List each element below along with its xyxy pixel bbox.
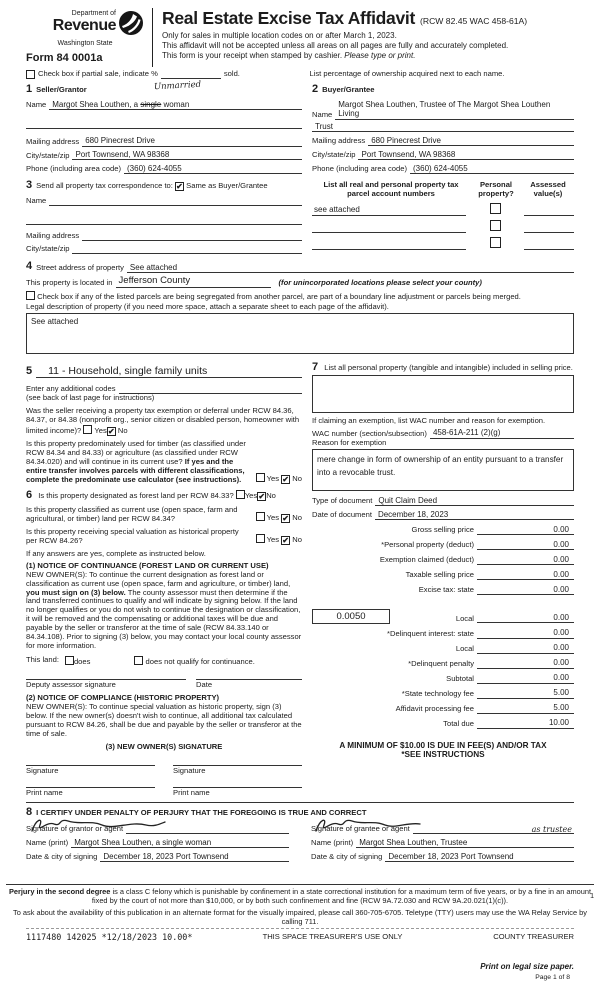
exemption-no-checkbox[interactable]: ✔ bbox=[107, 427, 115, 437]
grantor-date-label: Date & city of signing bbox=[26, 852, 98, 862]
forest-no-checkbox[interactable]: ✔ bbox=[258, 491, 266, 501]
grantee-date-label: Date & city of signing bbox=[311, 852, 383, 862]
partial-sale-percent-input[interactable] bbox=[161, 78, 221, 79]
tax-row: Subtotal 0.00 bbox=[312, 673, 574, 683]
grantor-name-field[interactable]: Margot Shea Louthen, a single woman bbox=[71, 838, 289, 848]
title-block bbox=[153, 8, 527, 67]
seller-grantor-section bbox=[26, 79, 302, 174]
personal-property-checkbox-2[interactable] bbox=[490, 220, 501, 231]
grantor-date-field[interactable]: December 18, 2023 Port Townsend bbox=[100, 852, 289, 862]
unmarried-handwriting: Unmarried bbox=[153, 79, 202, 93]
local-rate-box[interactable]: 0.0050 bbox=[312, 609, 390, 624]
street-address-field[interactable]: See attached bbox=[127, 263, 574, 273]
parcel-col-header: List all real and personal property tax bbox=[323, 180, 459, 190]
type-of-document-label: Type of document bbox=[312, 496, 373, 506]
parcel-table: List all real and personal property tax parcel account numbers Personal property? Assessed value(s) see attached bbox=[302, 179, 574, 254]
seller-city-field[interactable]: Port Townsend, WA 98368 bbox=[72, 150, 302, 160]
grantor-name-label: Name (print) bbox=[26, 838, 69, 848]
total-due-field[interactable]: 10.00 bbox=[477, 718, 574, 728]
accessibility-note: To ask about the availability of this publication in an alternate format for the visually impaired, please call 360-705-6705. Teletype (TTY) users may use the WA Relay Service by calling 711. bbox=[13, 907, 587, 926]
owner-print-name-line-2[interactable]: Print name bbox=[173, 787, 302, 798]
grantee-signature-label: Signature of grantee or agent bbox=[311, 824, 410, 834]
historic-no-checkbox[interactable]: ✔ bbox=[282, 535, 289, 545]
section2-title: Buyer/Grantee bbox=[322, 85, 375, 95]
section7-number: 7 bbox=[312, 361, 319, 374]
partial-sale-row bbox=[26, 70, 574, 79]
delinquent-penalty-field[interactable]: 0.00 bbox=[477, 658, 574, 668]
property-use-code-field[interactable]: 11 - Household, single family units bbox=[36, 365, 302, 378]
corr-name-field[interactable] bbox=[49, 196, 302, 206]
if-yes-instruction: If any answers are yes, complete as instructed below. bbox=[26, 548, 206, 558]
minimum-due-note: A MINIMUM OF $10.00 IS DUE IN FEE(S) AND/OR TAX bbox=[339, 740, 547, 750]
treasurer-use-only-label: THIS SPACE TREASURER'S USE ONLY bbox=[262, 932, 403, 941]
exemption-note: If claiming an exemption, list WAC number and reason for exemption. bbox=[312, 416, 546, 426]
grantor-signature-label: Signature of grantor or agent bbox=[26, 824, 124, 834]
grantee-signature-icon bbox=[313, 816, 423, 836]
historic-property-question: Is this property receiving special valuation as historical property per RCW 84.26? Yes ✔ No bbox=[26, 526, 302, 545]
buyer-mailing-field[interactable]: 680 Pinecrest Drive bbox=[368, 136, 574, 146]
corr-name-label: Name bbox=[26, 195, 47, 205]
tax-column bbox=[302, 361, 574, 797]
tax-row: *State technology fee 5.00 bbox=[312, 688, 574, 698]
grantee-name-label: Name (print) bbox=[311, 838, 354, 848]
see-instructions-note: *SEE INSTRUCTIONS bbox=[401, 750, 485, 760]
seller-name-field[interactable]: Margot Shea Louthen, a single woman bbox=[49, 100, 302, 110]
tax-row: Local 0.00 bbox=[312, 643, 574, 653]
corr-name2-field[interactable] bbox=[26, 215, 302, 225]
tax-row: *Delinquent interest: state 0.00 bbox=[312, 628, 574, 638]
tax-row: Gross selling price 0.00 bbox=[312, 525, 574, 535]
treasurer-stamp: 1117480 142025 *12/18/2023 10.00* bbox=[26, 932, 193, 942]
personal-property-checkbox-3[interactable] bbox=[490, 237, 501, 248]
reason-for-exemption-box[interactable]: mere change in form of ownership of an entity pursuant to a transfer into a revocable trust. bbox=[312, 449, 574, 491]
affidavit-processing-fee-field[interactable]: 5.00 bbox=[477, 703, 574, 713]
grantor-signature-icon bbox=[28, 816, 168, 836]
corr-mailing-label: Mailing address bbox=[26, 230, 80, 240]
subtotal-field[interactable]: 0.00 bbox=[477, 673, 574, 683]
reason-for-exemption-label: Reason for exemption bbox=[312, 437, 387, 447]
header-note-1: Only for sales in multiple location codes on or after March 1, 2023. bbox=[162, 30, 397, 40]
use-classification-column bbox=[26, 361, 302, 797]
header-note-2: This affidavit will not be accepted unless all areas on all pages are fully and accurately completed. bbox=[162, 40, 509, 50]
additional-codes-note: (see back of last page for instructions) bbox=[26, 393, 155, 403]
tax-row-local-rate: 0.0050 Local 0.00 bbox=[312, 609, 574, 623]
tax-row: Exemption claimed (deduct) 0.00 bbox=[312, 555, 574, 565]
partial-sale-checkbox[interactable] bbox=[26, 70, 35, 79]
tax-row: *Personal property (deduct) 0.00 bbox=[312, 540, 574, 550]
buyer-name-label: Name bbox=[312, 109, 333, 119]
section1-title: Seller/Grantor bbox=[36, 85, 87, 95]
page-marker: 1 bbox=[590, 893, 594, 900]
seller-mailing-field[interactable]: 680 Pinecrest Drive bbox=[82, 136, 302, 146]
perjury-note: Perjury in the second degree is a class C felony which is punishable by confinement in a state correctional institution for a maximum term of five years, or by a fine in an amount fixed by the court of not more than $10,000, or by both such confinement and fine (RCW 9A.72.030 and RCW 9A.20.021(1)(c)). bbox=[6, 884, 594, 906]
grantor-signature-block bbox=[26, 821, 289, 862]
tax-row: Excise tax: state 0.00 bbox=[312, 585, 574, 595]
agency-block bbox=[26, 8, 153, 67]
personal-property-col-header: Personal bbox=[479, 180, 513, 190]
personal-property-checkbox-1[interactable] bbox=[490, 203, 501, 214]
section6-number: 6 bbox=[26, 488, 33, 501]
notice-compliance-body: NEW OWNER(S): To continue special valuation as historic property, sign (3) below. If the new owner(s) doesn't wish to continue, all additional tax calculated pursuant to RCW 84.26, shall be due and payable by the seller or transferor at the time of sale. bbox=[26, 702, 302, 738]
section8-number: 8 bbox=[26, 805, 33, 818]
grantor-signature-field[interactable] bbox=[126, 824, 289, 834]
personal-property-box[interactable] bbox=[312, 375, 574, 413]
type-of-document-field[interactable]: Quit Claim Deed bbox=[375, 496, 574, 506]
same-as-buyer-checkbox[interactable]: ✔ bbox=[176, 182, 183, 192]
assessed-value-field-3[interactable] bbox=[524, 240, 574, 250]
forest-land-question: 6 Is this property designated as forest land per RCW 84.33? Yes✔No bbox=[26, 488, 276, 501]
owner-signature-line-1[interactable]: Signature bbox=[26, 765, 155, 776]
deputy-assessor-signature-line[interactable]: Deputy assessor signature bbox=[26, 679, 186, 690]
parcel-row bbox=[312, 237, 574, 250]
dept-of-label: Department of bbox=[71, 10, 116, 17]
property-location-section bbox=[26, 260, 574, 354]
date-of-document-field[interactable]: December 18, 2023 bbox=[375, 510, 574, 520]
form-title: Real Estate Excise Tax Affidavit bbox=[162, 8, 416, 28]
buyer-city-field[interactable]: Port Townsend, WA 98368 bbox=[358, 150, 574, 160]
notice-compliance-title: (2) NOTICE OF COMPLIANCE (HISTORIC PROPERTY) bbox=[26, 693, 220, 703]
legal-description-box[interactable]: See attached bbox=[26, 313, 574, 354]
street-address-label: Street address of property bbox=[36, 263, 124, 273]
segregated-label: Check box if any of the listed parcels are being segregated from another parcel, are part of a boundary line adjustment or parcels being merged. bbox=[37, 291, 521, 301]
print-note: Print on legal size paper. bbox=[480, 962, 574, 971]
section5-number: 5 bbox=[26, 364, 33, 377]
corr-city-label: City/state/zip bbox=[26, 244, 70, 254]
section4-number: 4 bbox=[26, 260, 33, 273]
sold-label: sold. bbox=[223, 69, 240, 79]
gross-selling-price-field[interactable]: 0.00 bbox=[477, 525, 574, 535]
seller-city-label: City/state/zip bbox=[26, 150, 70, 160]
notice-continuance-body: NEW OWNER(S): To continue the current designation as forest land or classification as current use (open space, farm and agriculture, or timber) land, you must sign on (3) below. The county assessor must then determine if the land transferred continues to qualify and will indicate by signing below. If the land no longer qualifies or you do not wish to continue the designation or classification, it will be removed and the compensating or additional taxes will be due and payable by the seller or transferor at the time of sale (RCW 84.33.140 or 84.34.108). Prior to signing (3) below, you may contact your local county assessor for more information. bbox=[26, 569, 302, 651]
certification-section bbox=[26, 806, 574, 862]
assessed-value-field-1[interactable] bbox=[524, 206, 574, 216]
notice-continuance-title: (1) NOTICE OF CONTINUANCE (FOREST LAND OR CURRENT USE) bbox=[26, 560, 269, 570]
revenue-wordmark: Revenue bbox=[52, 17, 116, 35]
county-note: (for unincorporated locations please select your county) bbox=[278, 277, 482, 287]
buyer-grantee-section bbox=[302, 83, 574, 174]
tax-row: Taxable selling price 0.00 bbox=[312, 570, 574, 580]
county-field[interactable]: Jefferson County bbox=[116, 275, 271, 287]
wac-number-field[interactable]: 458-61A-211 (2)(g) bbox=[430, 428, 574, 438]
timber-yes-checkbox[interactable] bbox=[256, 473, 265, 482]
state-technology-fee-field[interactable]: 5.00 bbox=[477, 688, 574, 698]
exemption-claimed-field[interactable]: 0.00 bbox=[477, 555, 574, 565]
delinquent-interest-local-field[interactable]: 0.00 bbox=[477, 643, 574, 653]
land-does-not-checkbox[interactable] bbox=[134, 656, 143, 665]
personal-property-instruction: 7 List all personal property (tangible and intangible) included in selling price. bbox=[312, 361, 573, 374]
parcel-row bbox=[312, 203, 574, 216]
parcel-row bbox=[312, 220, 574, 233]
buyer-phone-label: Phone (including area code) bbox=[312, 164, 407, 174]
buyer-mailing-label: Mailing address bbox=[312, 136, 366, 146]
page-number: Page 1 of 8 bbox=[535, 974, 570, 981]
current-use-question: Is this property classified as current use (open space, farm and agricultural, or timber) land per RCW 84.34? Yes ✔ No bbox=[26, 504, 302, 523]
timber-no-checkbox[interactable]: ✔ bbox=[282, 474, 289, 484]
as-trustee-handwriting: as trustee bbox=[531, 824, 572, 834]
certify-statement: I CERTIFY UNDER PENALTY OF PERJURY THAT THE FOREGOING IS TRUE AND CORRECT bbox=[36, 807, 367, 817]
seller-phone-field[interactable]: (360) 624-4055 bbox=[124, 164, 302, 174]
buyer-city-label: City/state/zip bbox=[312, 150, 356, 160]
partial-sale-label: Check box if partial sale, indicate % bbox=[38, 69, 158, 79]
personal-property-deduct-field[interactable]: 0.00 bbox=[477, 540, 574, 550]
tax-row: Affidavit processing fee 5.00 bbox=[312, 703, 574, 713]
buyer-name-field[interactable]: Margot Shea Louthen, Trustee of The Margot Shea Louthen Living bbox=[335, 100, 574, 120]
washington-state-label: Washington State bbox=[57, 39, 113, 47]
seller-name-label: Name bbox=[26, 100, 47, 110]
county-treasurer-label: COUNTY TREASURER bbox=[493, 932, 574, 941]
segregated-checkbox[interactable] bbox=[26, 291, 35, 300]
timber-agriculture-question: Is this property predominately used for timber (as classified under RCW 84.34 and 84.33) or agriculture (as classified under RCW 84.34.020) and will continue in its current use? If yes and the entire transfer involves parcels with different classifications, complete the predominate use calculator (see instructions). Yes ✔ No bbox=[26, 439, 302, 484]
exemption-deferral-question: Was the seller receiving a property tax exemption or deferral under RCW 84.36, 84.37, or 84.38 (nonprofit org., senior citizen or disabled person, homeowner with limited income)? Yes✔ No bbox=[26, 406, 300, 437]
grantee-signature-field[interactable] bbox=[413, 824, 574, 834]
parcel-number-field[interactable]: see attached bbox=[312, 205, 466, 215]
historic-yes-checkbox[interactable] bbox=[256, 534, 265, 543]
date-of-document-label: Date of document bbox=[312, 510, 372, 520]
dor-logo-icon bbox=[118, 10, 144, 39]
seller-name2-field[interactable] bbox=[26, 119, 302, 129]
section1-number: 1 bbox=[26, 83, 33, 96]
excise-tax-local-field[interactable]: 0.00 bbox=[477, 613, 574, 623]
currentuse-no-checkbox[interactable]: ✔ bbox=[282, 513, 289, 523]
exemption-yes-checkbox[interactable] bbox=[83, 425, 92, 434]
parcel-number-field[interactable] bbox=[312, 223, 466, 233]
form-number: Form 84 0001a bbox=[26, 52, 103, 65]
tax-row: Total due 10.00 bbox=[312, 718, 574, 728]
land-qualify-row: This land: does does not qualify for continuance. bbox=[26, 655, 255, 667]
forest-yes-checkbox[interactable] bbox=[236, 490, 245, 499]
taxable-selling-price-field[interactable]: 0.00 bbox=[477, 570, 574, 580]
assessed-value-field-2[interactable] bbox=[524, 223, 574, 233]
seller-phone-label: Phone (including area code) bbox=[26, 164, 121, 174]
tax-row: *Delinquent penalty 0.00 bbox=[312, 658, 574, 668]
buyer-phone-field[interactable]: (360) 624-4055 bbox=[410, 164, 574, 174]
additional-codes-label: Enter any additional codes bbox=[26, 384, 116, 394]
form-header bbox=[26, 8, 574, 67]
section3-label: Send all property tax correspondence to: bbox=[36, 181, 173, 191]
wac-number-label: WAC number (section/subsection) bbox=[312, 428, 427, 438]
grantee-signature-block bbox=[311, 821, 574, 862]
seller-mailing-label: Mailing address bbox=[26, 136, 80, 146]
same-as-buyer-label: Same as Buyer/Grantee bbox=[186, 181, 268, 191]
assessed-value-col-header: Assessed bbox=[530, 180, 566, 190]
parcel-number-field[interactable] bbox=[312, 240, 466, 250]
section3-number: 3 bbox=[26, 179, 33, 192]
excise-tax-state-field[interactable]: 0.00 bbox=[477, 585, 574, 595]
grantee-date-field[interactable]: December 18, 2023 Port Townsend bbox=[385, 852, 574, 862]
grantee-name-field[interactable]: Margot Shea Louthen, Trustee bbox=[356, 838, 574, 848]
legal-notes bbox=[6, 884, 594, 926]
new-owners-signature-title: (3) NEW OWNER(S) SIGNATURE bbox=[105, 741, 223, 751]
located-in-label: This property is located in bbox=[26, 277, 113, 287]
owner-signature-line-2[interactable]: Signature bbox=[173, 765, 302, 776]
buyer-name2-field[interactable]: Trust bbox=[312, 122, 574, 132]
corr-city-field[interactable] bbox=[72, 244, 302, 254]
ownership-percentage-label: List percentage of ownership acquired next to each name. bbox=[309, 69, 505, 79]
land-does-checkbox[interactable] bbox=[65, 656, 74, 665]
corr-mailing-field[interactable] bbox=[82, 231, 302, 241]
deputy-date-line[interactable]: Date bbox=[196, 679, 302, 690]
header-note-3: This form is your receipt when stamped by cashier. Please type or print. bbox=[162, 51, 416, 61]
footer bbox=[26, 928, 574, 981]
form-title-ref: (RCW 82.45 WAC 458-61A) bbox=[420, 16, 528, 26]
correspondence-section bbox=[26, 179, 302, 254]
legal-description-label: Legal description of property (if you need more space, attach a separate sheet to each page of the affidavit). bbox=[26, 302, 389, 312]
section2-number: 2 bbox=[312, 83, 319, 96]
currentuse-yes-checkbox[interactable] bbox=[256, 512, 265, 521]
delinquent-interest-state-field[interactable]: 0.00 bbox=[477, 628, 574, 638]
owner-print-name-line-1[interactable]: Print name bbox=[26, 787, 155, 798]
